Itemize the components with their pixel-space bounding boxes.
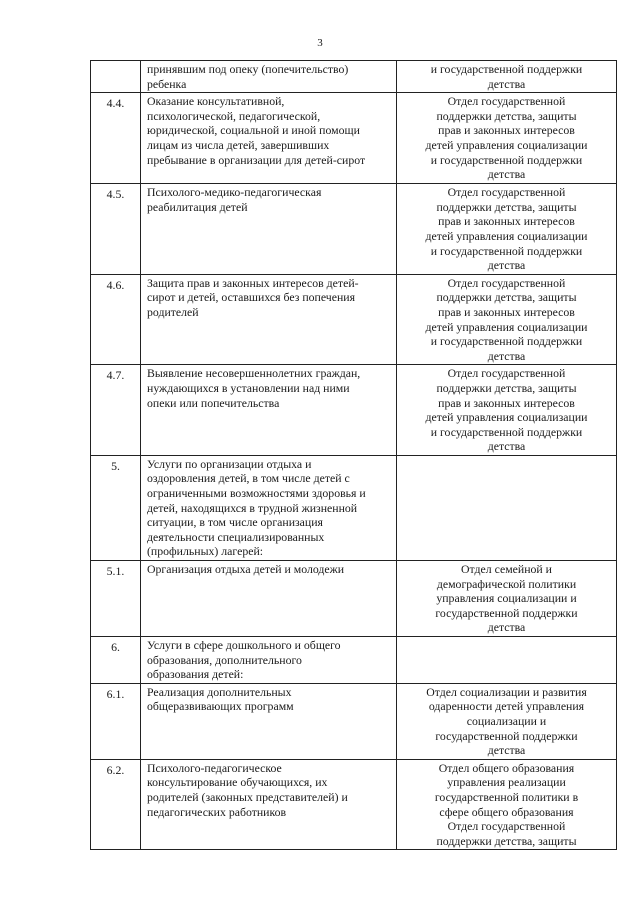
row-number: 5.1. [91, 561, 141, 637]
row-number: 5. [91, 455, 141, 560]
row-number: 6.2. [91, 759, 141, 850]
responsible-department: Отдел семейной и демографической политики управления социализации и государственной поддержки детства [397, 561, 617, 637]
service-name: Психолого-медико-педагогическая реабилитация детей [141, 184, 397, 275]
table-row [91, 274, 617, 365]
table-row [91, 455, 617, 560]
responsible-department: Отдел социализации и развития одаренности детей управления социализации и государственной поддержки детства [397, 683, 617, 759]
table-row [91, 759, 617, 850]
page-number: 3 [317, 37, 323, 49]
responsible-department: Отдел общего образования управления реализации государственной политики в сфере общего образования Отдел государственной поддержки детства, защиты [397, 759, 617, 850]
service-name: Организация отдыха детей и молодежи [141, 561, 397, 637]
table-row [91, 184, 617, 275]
responsible-department: Отдел государственной поддержки детства, защиты прав и законных интересов детей управления социализации и государственной поддержки детства [397, 184, 617, 275]
table-row [91, 637, 617, 684]
services-table [90, 60, 617, 850]
table-row [91, 683, 617, 759]
row-number [91, 61, 141, 93]
responsible-department [397, 455, 617, 560]
row-number: 4.6. [91, 274, 141, 365]
responsible-department: Отдел государственной поддержки детства, защиты прав и законных интересов детей управления социализации и государственной поддержки детства [397, 365, 617, 456]
responsible-department: и государственной поддержки детства [397, 61, 617, 93]
table-row [91, 365, 617, 456]
row-number: 4.7. [91, 365, 141, 456]
service-name: Оказание консультативной, психологической, педагогической, юридической, социальной и иной помощи лицам из числа детей, завершивших пребывание в организации для детей-сирот [141, 93, 397, 184]
responsible-department: Отдел государственной поддержки детства, защиты прав и законных интересов детей управления социализации и государственной поддержки детства [397, 274, 617, 365]
table-row [91, 93, 617, 184]
responsible-department: Отдел государственной поддержки детства, защиты прав и законных интересов детей управления социализации и государственной поддержки детства [397, 93, 617, 184]
service-name: Защита прав и законных интересов детей- сирот и детей, оставшихся без попечения родителей [141, 274, 397, 365]
row-number: 4.4. [91, 93, 141, 184]
responsible-department [397, 637, 617, 684]
service-name: Реализация дополнительных общеразвивающих программ [141, 683, 397, 759]
service-name: Услуги в сфере дошкольного и общего образования, дополнительного образования детей: [141, 637, 397, 684]
service-name: Психолого-педагогическое консультирование обучающихся, их родителей (законных представителей) и педагогических работников [141, 759, 397, 850]
service-name: Услуги по организации отдыха и оздоровления детей, в том числе детей с ограниченными возможностями здоровья и детей, находящихся в трудной жизненной ситуации, в том числе организация деятельности специализированных (профильных) лагерей: [141, 455, 397, 560]
row-number: 4.5. [91, 184, 141, 275]
service-name: принявшим под опеку (попечительство) ребенка [141, 61, 397, 93]
table-row [91, 61, 617, 93]
row-number: 6. [91, 637, 141, 684]
service-name: Выявление несовершеннолетних граждан, нуждающихся в установлении над ними опеки или попечительства [141, 365, 397, 456]
table-row [91, 561, 617, 637]
row-number: 6.1. [91, 683, 141, 759]
